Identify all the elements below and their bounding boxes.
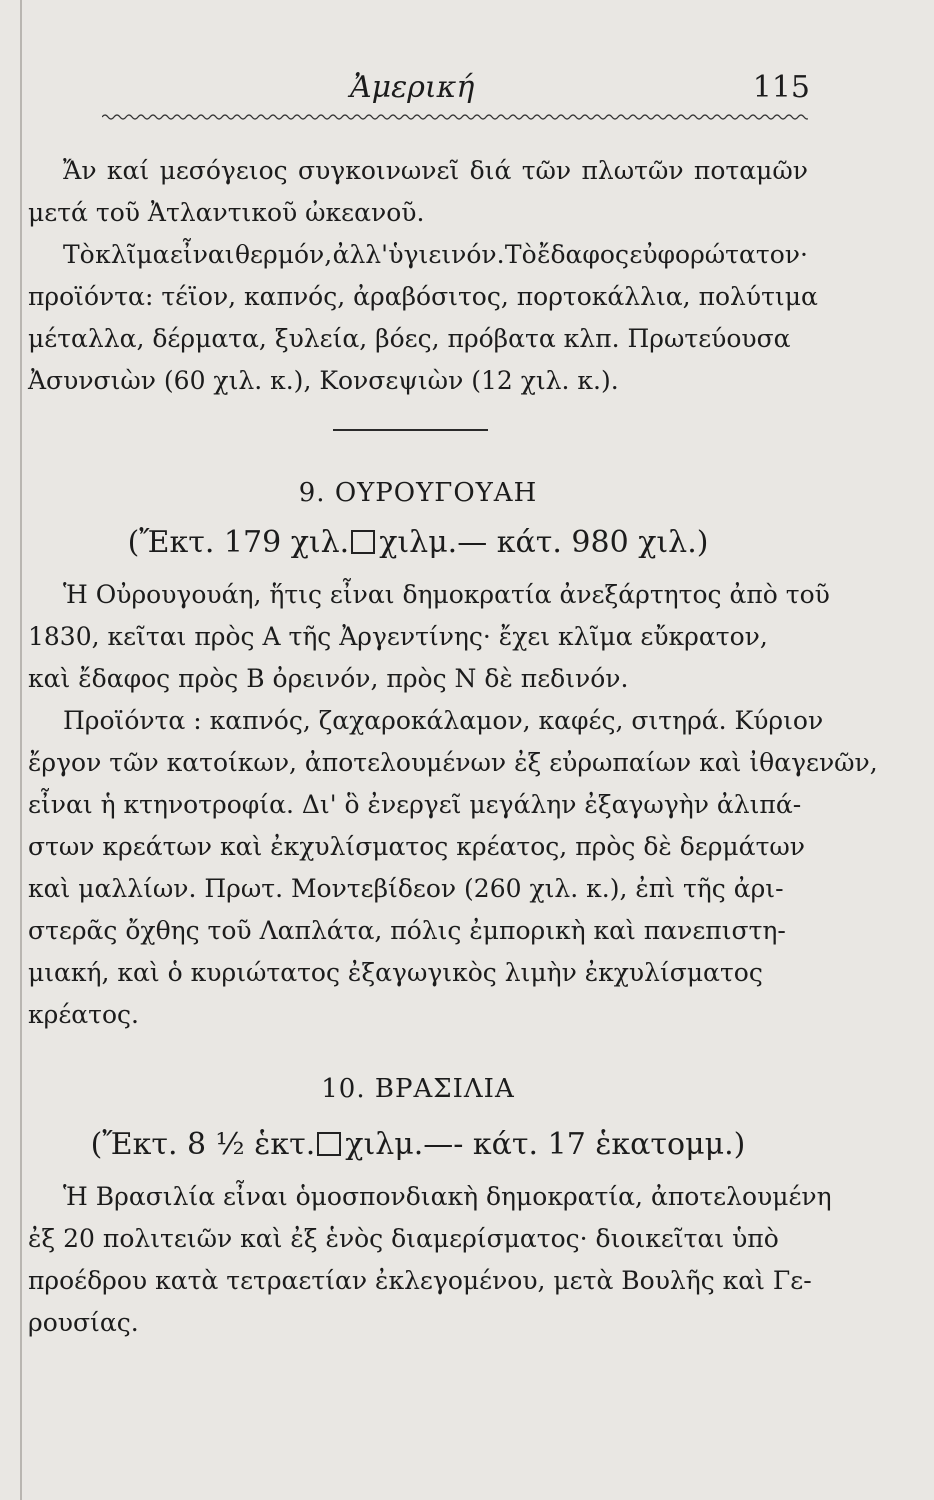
text-line: Προϊόντα : καπνός, ζαχαροκάλαμον, καφές, σιτηρά. Κύριον <box>63 706 824 735</box>
text-line: Ἀσυνσιὼν (60 χιλ. κ.), Κονσεψιὼν (12 χιλ. κ.). <box>28 366 619 395</box>
section-heading: 9. ΟΥΡΟΥΓΟΥΑΗ <box>298 478 538 508</box>
text-line: μέταλλα, δέρματα, ξυλεία, βόες, πρόβατα κλπ. Πρωτεύουσα <box>28 324 791 353</box>
text-line: ἔργον τῶν κατοίκων, ἀποτελουμένων ἐξ εὐρωπαίων καὶ ἰθαγενῶν, <box>28 748 878 777</box>
square-symbol-icon <box>317 1132 341 1156</box>
text-line: Ἄν καί μεσόγειος συγκοινωνεῖ διά τῶν πλωτῶν ποταμῶν <box>63 156 808 185</box>
text-line: προέδρου κατὰ τετραετίαν ἐκλεγομένου, μετὰ Βουλῆς καὶ Γε- <box>28 1266 812 1295</box>
text-line: ἐξ 20 πολιτειῶν καὶ ἐξ ἑνὸς διαμερίσματος· διοικεῖται ὑπὸ <box>28 1224 779 1253</box>
intro-paragraph <box>28 150 818 402</box>
text-line: στερᾶς ὄχθης τοῦ Λαπλάτα, πόλις ἐμπορικὴ καὶ πανεπιστη- <box>28 916 786 945</box>
text-line: καὶ μαλλίων. Πρωτ. Μοντεβίδεον (260 χιλ. κ.), ἐπὶ τῆς ἀρι- <box>28 874 784 903</box>
text-line: στων κρεάτων καὶ ἐκχυλίσματος κρέατος, πρὸς δὲ δερμάτων <box>28 832 805 861</box>
text-line: 1830, κεῖται πρὸς Α τῆς Ἀργεντίνης· ἔχει κλῖμα εὔκρατον, <box>28 622 768 651</box>
section-divider <box>333 429 488 431</box>
brazil-paragraph <box>28 1176 832 1344</box>
stats-text: χιλμ.— κάτ. 980 χιλ.) <box>379 525 709 560</box>
text-line: ρουσίας. <box>28 1308 139 1337</box>
section-stats <box>28 1124 808 1166</box>
square-symbol-icon <box>351 530 375 554</box>
uruguay-paragraph <box>28 574 878 1036</box>
text-line: μιακή, καὶ ὁ κυριώτατος ἐξαγωγικὸς λιμὴν ἐκχυλίσματος <box>28 958 763 987</box>
section-stats <box>28 522 808 564</box>
stats-text: χιλμ.—- κάτ. 17 ἑκατομμ.) <box>345 1127 746 1162</box>
binding-edge <box>20 0 22 1500</box>
wavy-header-rule <box>102 112 808 122</box>
stats-text: (Ἔκτ. 179 χιλ. <box>127 525 350 560</box>
text-line: προϊόντα: τέϊον, καπνός, ἀραβόσιτος, πορτοκάλλια, πολύτιμα <box>28 282 818 311</box>
text-line: μετά τοῦ Ἀτλαντικοῦ ὠκεανοῦ. <box>28 198 425 227</box>
section-heading: 10. ΒΡΑΣΙΛΙΑ <box>321 1074 515 1104</box>
stats-text: (Ἔκτ. 8 ½ ἑκτ. <box>90 1127 316 1162</box>
text-line: κρέατος. <box>28 1000 139 1029</box>
text-line: Ἡ Βρασιλία εἶναι ὁμοσπονδιακὴ δημοκρατία, ἀποτελουμένη <box>63 1182 832 1211</box>
page-header <box>100 70 810 110</box>
text-line: Τὸ κλῖμα εἶναι θερμόν, ἀλλ' ὑγιεινόν. Τὸ ἔδαφος εὐφορώτατον· <box>63 240 808 269</box>
page-number: 115 <box>752 70 810 105</box>
text-line: Ἡ Οὐρουγουάη, ἥτις εἶναι δημοκρατία ἀνεξάρτητος ἀπὸ τοῦ <box>63 580 830 609</box>
running-title: Ἀμερική <box>350 70 475 105</box>
text-line: εἶναι ἡ κτηνοτροφία. Δι' ὃ ἐνεργεῖ μεγάλην ἐξαγωγὴν ἀλιπά- <box>28 790 802 819</box>
text-line: καὶ ἔδαφος πρὸς Β ὀρεινόν, πρὸς Ν δὲ πεδινόν. <box>28 664 629 693</box>
